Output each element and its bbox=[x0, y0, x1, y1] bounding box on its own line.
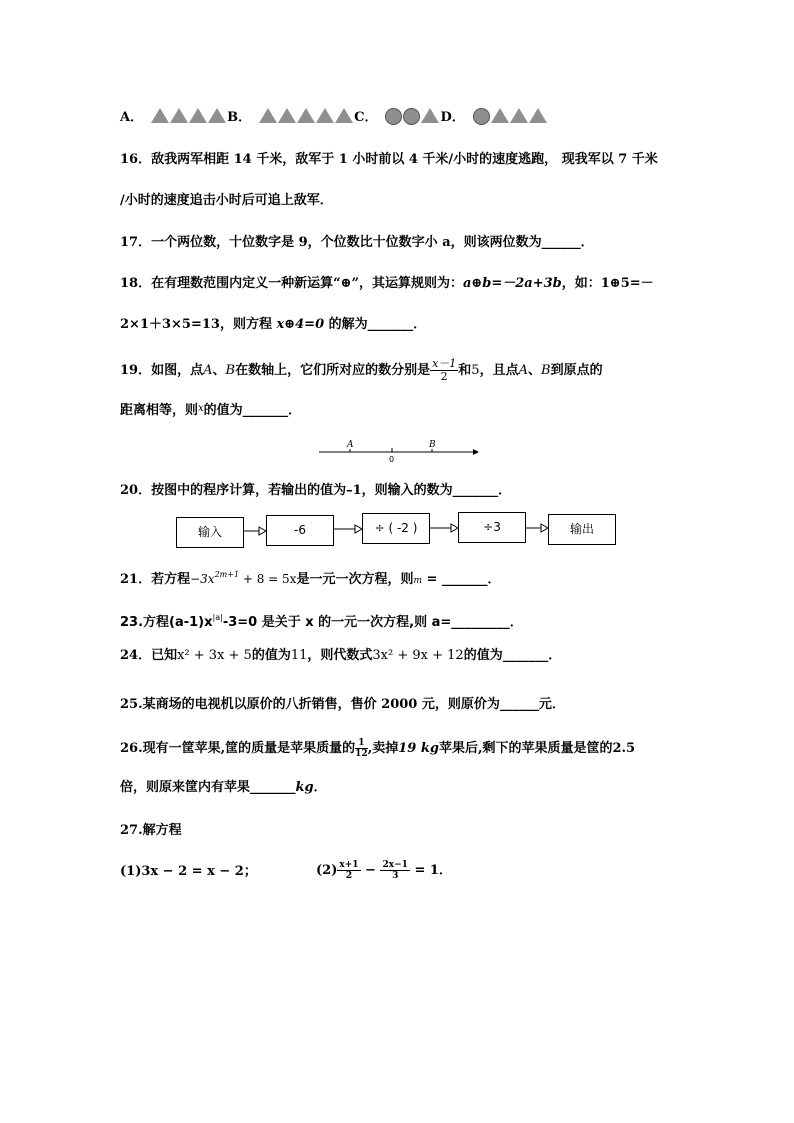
q19-line2 bbox=[120, 401, 301, 419]
q27-title: 27.解方程 bbox=[120, 823, 182, 838]
q24-line bbox=[120, 648, 561, 664]
q26-intro: 26.现有一筐苹果,筐的质量是苹果质量的 bbox=[120, 741, 356, 756]
q27-fraction-1 bbox=[337, 860, 360, 881]
q23-text-2: -3=0 是关于 x 的一元一次方程,则 a=_________． bbox=[222, 615, 523, 630]
separator: 、 bbox=[527, 363, 541, 378]
triangle-icon bbox=[170, 108, 188, 123]
q23-line bbox=[120, 610, 523, 631]
q16-line2: /小时的速度追击小时后可追上敌军． bbox=[120, 193, 333, 208]
point-a: A bbox=[203, 363, 213, 378]
q20-text: 20．按图中的程序计算，若输出的值为–1，则输入的数为_______． bbox=[120, 483, 512, 498]
var-x: x bbox=[198, 403, 204, 414]
q26-unit: kg bbox=[295, 780, 314, 795]
q26-text-2: ,卖掉 bbox=[367, 741, 399, 756]
q27-eq2-minus: − bbox=[360, 863, 381, 878]
triangle-icon bbox=[297, 108, 315, 123]
option-d-label: D． bbox=[440, 110, 465, 125]
q18-line2 bbox=[120, 317, 426, 333]
q18-blank: 的解为_______． bbox=[324, 317, 427, 332]
option-a-shapes bbox=[151, 110, 227, 125]
option-c-shapes bbox=[385, 110, 440, 125]
q21-blank: = _______． bbox=[422, 572, 501, 587]
q26-line2-text: 倍，则原来筐内有苹果_______ bbox=[120, 780, 296, 795]
q18-example: ，如：1⊕5=－ bbox=[561, 276, 654, 291]
q23-exponent: |a| bbox=[212, 613, 223, 622]
point-b: B bbox=[225, 363, 236, 378]
option-b-label: B． bbox=[227, 110, 252, 125]
q27-eq2-suffix: = 1． bbox=[409, 863, 452, 878]
triangle-icon bbox=[259, 108, 277, 123]
q21-text: 是一元一次方程，则 bbox=[296, 572, 414, 587]
q19-value: 5 bbox=[471, 363, 480, 378]
q24-text-3: ，则代数式 bbox=[307, 648, 373, 663]
q19-line1 bbox=[120, 358, 603, 383]
circle-icon bbox=[473, 108, 490, 125]
option-c-label: C． bbox=[354, 110, 378, 125]
point-b: B bbox=[541, 363, 551, 378]
q15-options bbox=[120, 108, 548, 126]
q19-line2-text: 距离相等，则 bbox=[120, 403, 199, 418]
triangle-icon bbox=[510, 108, 528, 123]
fraction-numerator: 1 bbox=[355, 738, 368, 749]
triangle-icon bbox=[316, 108, 334, 123]
q24-text-2: 的值为 bbox=[251, 648, 291, 663]
q19-text-5: 到原点的 bbox=[550, 363, 603, 378]
fraction-numerator: x－1 bbox=[432, 357, 457, 370]
triangle-icon bbox=[151, 108, 169, 123]
q17-text: 17．一个两位数，十位数字是 9，个位数比十位数字小 a，则该两位数为______． bbox=[120, 235, 594, 250]
flow-box-divide3: ÷3 bbox=[458, 512, 526, 543]
triangle-icon bbox=[529, 108, 547, 123]
triangle-icon bbox=[491, 108, 509, 123]
q23-text-1: 23.方程(a-1)x bbox=[120, 615, 213, 630]
var-m: m bbox=[413, 576, 422, 586]
number-line bbox=[315, 436, 480, 466]
option-b-shapes bbox=[259, 110, 354, 125]
axis-label-b: B bbox=[429, 440, 436, 450]
q26-text-3: 苹果后,剩下的苹果质量是筐的2.5 bbox=[438, 741, 636, 756]
q26-end: ． bbox=[313, 780, 327, 795]
q24-blank: 的值为_______． bbox=[463, 648, 562, 663]
triangle-icon bbox=[421, 108, 439, 123]
q26-line2 bbox=[120, 780, 327, 796]
q24-value: 11 bbox=[290, 648, 308, 663]
q19-text-2: 在数轴上，它们所对应的数分别是 bbox=[235, 363, 431, 378]
triangle-icon bbox=[189, 108, 207, 123]
point-a: A bbox=[518, 363, 528, 378]
q27-equation-2 bbox=[316, 860, 452, 881]
q21-line bbox=[120, 567, 500, 589]
q24-intro: 24．已知 bbox=[120, 648, 178, 663]
axis-label-a: A bbox=[347, 440, 354, 450]
q21-equation-left: −3x bbox=[190, 572, 215, 586]
q18-line1 bbox=[120, 276, 654, 292]
q16-line1: 16．敌我两军相距 14 千米，敌军于 1 小时前以 4 千米/小时的速度逃跑， 现我军以 7 千米 bbox=[120, 152, 658, 167]
flow-box-minus6: -6 bbox=[266, 515, 334, 546]
fraction-denominator: 3 bbox=[392, 871, 399, 881]
q18-rule: a⊕b=－2a+3b bbox=[462, 276, 562, 291]
q19-text-3: 和 bbox=[458, 363, 472, 378]
circle-icon bbox=[385, 108, 402, 125]
q19-fraction bbox=[430, 358, 458, 383]
q18-line2-text: 2×1＋3×5=13，则方程 bbox=[120, 317, 277, 332]
q24-expression-2: 3x² + 9x + 12 bbox=[372, 648, 464, 663]
q25-text: 25.某商场的电视机以原价的八折销售，售价 2000 元，则原价为______元． bbox=[120, 697, 565, 712]
q27-fraction-2 bbox=[380, 860, 409, 881]
flow-box-output: 输出 bbox=[548, 514, 616, 545]
fraction-denominator: 2 bbox=[345, 871, 353, 881]
q27-eq2-prefix: (2) bbox=[316, 863, 338, 878]
axis-label-origin: 0 bbox=[389, 455, 395, 464]
flow-box-divide-neg2: ÷ ( -2 ) bbox=[362, 513, 430, 544]
circle-icon bbox=[403, 108, 420, 125]
q26-line1 bbox=[120, 738, 635, 759]
flow-box-input: 输入 bbox=[176, 517, 244, 548]
separator: 、 bbox=[212, 363, 226, 378]
q26-fraction bbox=[355, 738, 368, 759]
q21-equation-right: + 8 = 5x bbox=[239, 572, 297, 586]
fraction-denominator: 12 bbox=[355, 749, 368, 759]
option-d-shapes bbox=[473, 110, 548, 125]
triangle-icon bbox=[278, 108, 296, 123]
option-a-label: A． bbox=[120, 110, 144, 125]
triangle-icon bbox=[208, 108, 226, 123]
q19-blank: 的值为_______． bbox=[203, 403, 302, 418]
q19-text-4: ，且点 bbox=[479, 363, 519, 378]
q26-value: 19 kg bbox=[398, 741, 439, 756]
q21-exponent: 2m+1 bbox=[214, 570, 240, 579]
triangle-icon bbox=[335, 108, 353, 123]
fraction-denominator: 2 bbox=[440, 370, 448, 383]
flow-arrows bbox=[0, 500, 620, 560]
fraction-numerator: 2x−1 bbox=[382, 860, 408, 870]
q21-intro: 21．若方程 bbox=[120, 572, 191, 587]
q18-equation: x⊕4=0 bbox=[276, 317, 325, 332]
q24-expression-1: x² + 3x + 5 bbox=[177, 648, 252, 663]
q18-intro: 18．在有理数范围内定义一种新运算“⊕”，其运算规则为： bbox=[120, 276, 463, 291]
q19-intro: 19．如图，点 bbox=[120, 363, 204, 378]
q27-equation-1: (1)3x − 2 = x − 2； bbox=[120, 864, 257, 879]
fraction-numerator: x+1 bbox=[339, 860, 359, 870]
